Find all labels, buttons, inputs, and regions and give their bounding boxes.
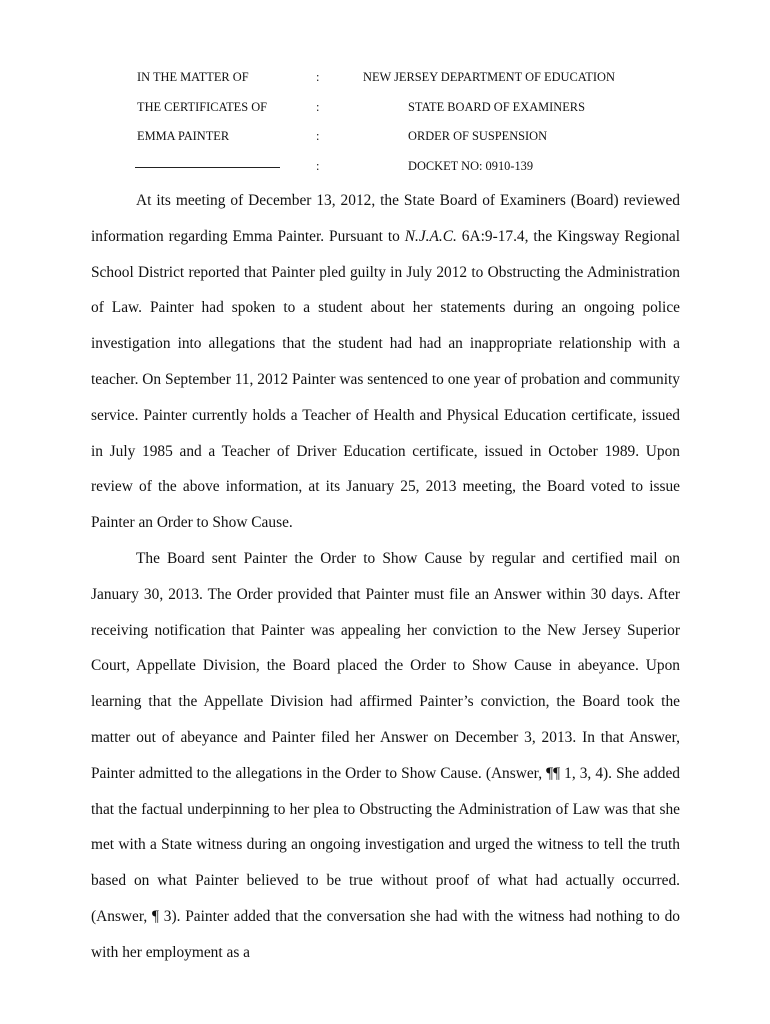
- paragraph-text: At its meeting of December 13, 2012, the State Board of Examiners (Board) reviewed information regarding Emma Painter. Pursuant to: [91, 192, 680, 245]
- caption-row: [0, 98, 770, 116]
- caption-left-text: IN THE MATTER OF: [137, 70, 249, 84]
- caption-blank-line: [135, 167, 280, 168]
- paragraph-order-to-show-cause: The Board sent Painter the Order to Show Cause by regular and certified mail on January 30, 2013. The Order provided that Painter must file an Answer within 30 days. After receiving notification that Painter was appealing her conviction to the New Jersey Superior Court, Appellate Division, the Board placed the Order to Show Cause in abeyance. Upon learning that the Appellate Division had affirmed Painter’s conviction, the Board took the matter out of abeyance and Painter filed her Answer on December 3, 2013. In that Answer, Painter admitted to the allegations in the Order to Show Cause. (Answer, ¶¶ 1, 3, 4). She added that the factual underpinning to her plea to Obstructing the Administration of Law was that she met with a State witness during an ongoing investigation and urged the witness to tell the truth based on what Painter believed to be true without proof of what had actually occurred. (Answer, ¶ 3). Painter added that the conversation she had with the witness had nothing to do with her employment as a: [91, 549, 680, 961]
- citation-text: N.J.A.C.: [404, 227, 457, 245]
- paragraph-text: 6A:9-17.4, the Kingsway Regional School District reported that Painter pled guilty in July 2012 to Obstructing the Administration of Law. Painter had spoken to a student about her statements during an ongoing police investigation into allegations that the student had had an inappropriate relationship with a teacher. On September 11, 2012 Painter was sentenced to one year of probation and community service. Painter currently holds a Teacher of Health and Physical Education certificate, issued in July 1985 and a Teacher of Driver Education certificate, issued in October 1989. Upon review of the above information, at its January 25, 2013 meeting, the Board voted to issue Painter an Order to Show Cause.: [91, 227, 680, 532]
- caption-colon: :: [316, 159, 320, 173]
- paragraph-meeting-review: [91, 183, 680, 541]
- caption-colon: :: [316, 129, 320, 143]
- caption-left-text: EMMA PAINTER: [137, 129, 230, 143]
- docket-number: DOCKET NO: 0910-139: [408, 159, 534, 173]
- caption-left-text: THE CERTIFICATES OF: [137, 100, 268, 114]
- document-body: [91, 183, 680, 971]
- caption-colon: :: [316, 100, 320, 114]
- caption-row: [0, 127, 770, 145]
- caption-right-text: STATE BOARD OF EXAMINERS: [408, 100, 585, 114]
- caption-right-text: NEW JERSEY DEPARTMENT OF EDUCATION: [363, 70, 615, 84]
- caption-right-text: ORDER OF SUSPENSION: [408, 129, 548, 143]
- caption-row: [0, 68, 770, 86]
- caption-row: [0, 157, 770, 175]
- caption-colon: :: [316, 70, 320, 84]
